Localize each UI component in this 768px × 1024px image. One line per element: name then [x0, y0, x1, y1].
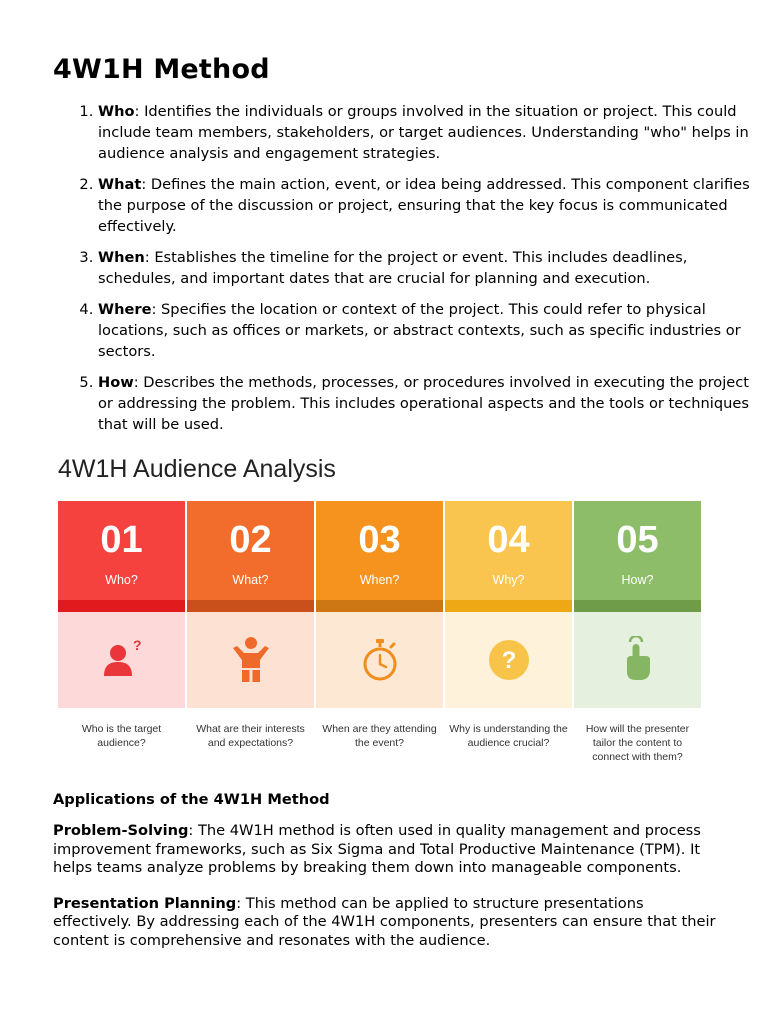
- applications-heading: Applications of the 4W1H Method: [53, 791, 330, 808]
- column-header: [316, 501, 443, 600]
- column-question: What?: [232, 573, 269, 587]
- question-circle-icon: [487, 638, 531, 682]
- infographic-column-when: [316, 501, 443, 750]
- column-strip: [58, 600, 185, 612]
- svg-text:?: ?: [501, 647, 516, 674]
- infographic-column-who: [58, 501, 185, 750]
- person-question-icon: [100, 638, 144, 682]
- definition-item-what: [98, 174, 760, 237]
- definition-text: : Establishes the timeline for the project or event. This includes deadlines, schedules, and important dates that are crucial for planning and execution.: [98, 249, 688, 287]
- person-arms-up-icon: [229, 636, 273, 684]
- definitions-list: [53, 101, 760, 445]
- definition-text: : Identifies the individuals or groups involved in the situation or project. This could include team members, stakeholders, or target audiences. Understanding "who" helps in audience analysis and engagement strategies.: [98, 103, 749, 162]
- definition-item-who: [98, 101, 760, 164]
- column-question: Why?: [492, 573, 525, 587]
- column-header: [187, 501, 314, 600]
- column-body: [445, 612, 572, 708]
- column-body: [187, 612, 314, 708]
- column-caption: Who is the target audience?: [81, 723, 162, 749]
- definition-item-how: [98, 372, 760, 435]
- column-caption: Why is understanding the audience crucial?: [449, 723, 568, 749]
- column-caption: What are their interests and expectations?: [196, 723, 305, 749]
- application-text: : The 4W1H method is often used in quality management and process improvement frameworks, such as Six Sigma and Total Productive Maintenance (TPM). It helps teams analyze problems by breaking them down into manageable components.: [53, 822, 701, 876]
- definition-term: Where: [98, 301, 152, 318]
- definition-text: : Specifies the location or context of the project. This could refer to physical locations, such as offices or markets, or abstract contexts, such as specific industries or sectors.: [98, 301, 741, 360]
- infographic-column-how: [574, 501, 701, 764]
- application-item-problem-solving: [53, 822, 725, 877]
- definition-term: How: [98, 374, 134, 391]
- column-question: When?: [359, 573, 400, 587]
- column-number: 04: [487, 519, 530, 561]
- column-caption: When are they attending the event?: [322, 723, 437, 749]
- application-item-presentation-planning: [53, 895, 725, 950]
- application-term: Presentation Planning: [53, 895, 237, 913]
- column-header: [58, 501, 185, 600]
- column-strip: [187, 600, 314, 612]
- application-term: Problem-Solving: [53, 822, 189, 840]
- column-number: 03: [358, 519, 401, 561]
- column-number: 02: [229, 519, 272, 561]
- definition-item-when: [98, 247, 760, 289]
- column-body: [574, 612, 701, 708]
- column-question: Who?: [105, 573, 138, 587]
- definition-term: When: [98, 249, 145, 266]
- application-text: : This method can be applied to structure presentations effectively. By addressing each of the 4W1H components, presenters can ensure that their content is comprehensive and resonates with the audience.: [53, 895, 716, 949]
- pointing-hand-icon: [616, 636, 660, 684]
- column-body: [58, 612, 185, 708]
- infographic-column-why: [445, 501, 572, 750]
- definition-text: : Defines the main action, event, or idea being addressed. This component clarifies the purpose of the discussion or project, ensuring that the key focus is communicated effectively.: [98, 176, 750, 235]
- svg-text:?: ?: [132, 638, 142, 653]
- definition-term: Who: [98, 103, 135, 120]
- column-caption: How will the presenter tailor the content to connect with them?: [585, 723, 690, 763]
- infographic-title: 4W1H Audience Analysis: [58, 455, 336, 483]
- page-title: 4W1H Method: [53, 54, 270, 85]
- definition-text: : Describes the methods, processes, or procedures involved in executing the project or addressing the problem. This includes operational aspects and the tools or techniques that will be used.: [98, 374, 750, 433]
- column-strip: [445, 600, 572, 612]
- audience-analysis-infographic: [58, 455, 702, 775]
- column-header: [574, 501, 701, 600]
- column-number: 05: [616, 519, 659, 561]
- stopwatch-icon: [358, 637, 402, 683]
- applications-section: [53, 791, 725, 968]
- column-strip: [574, 600, 701, 612]
- definition-item-where: [98, 299, 760, 362]
- infographic-column-what: [187, 501, 314, 750]
- column-strip: [316, 600, 443, 612]
- column-body: [316, 612, 443, 708]
- column-header: [445, 501, 572, 600]
- column-question: How?: [621, 573, 654, 587]
- definition-term: What: [98, 176, 142, 193]
- column-number: 01: [100, 519, 143, 561]
